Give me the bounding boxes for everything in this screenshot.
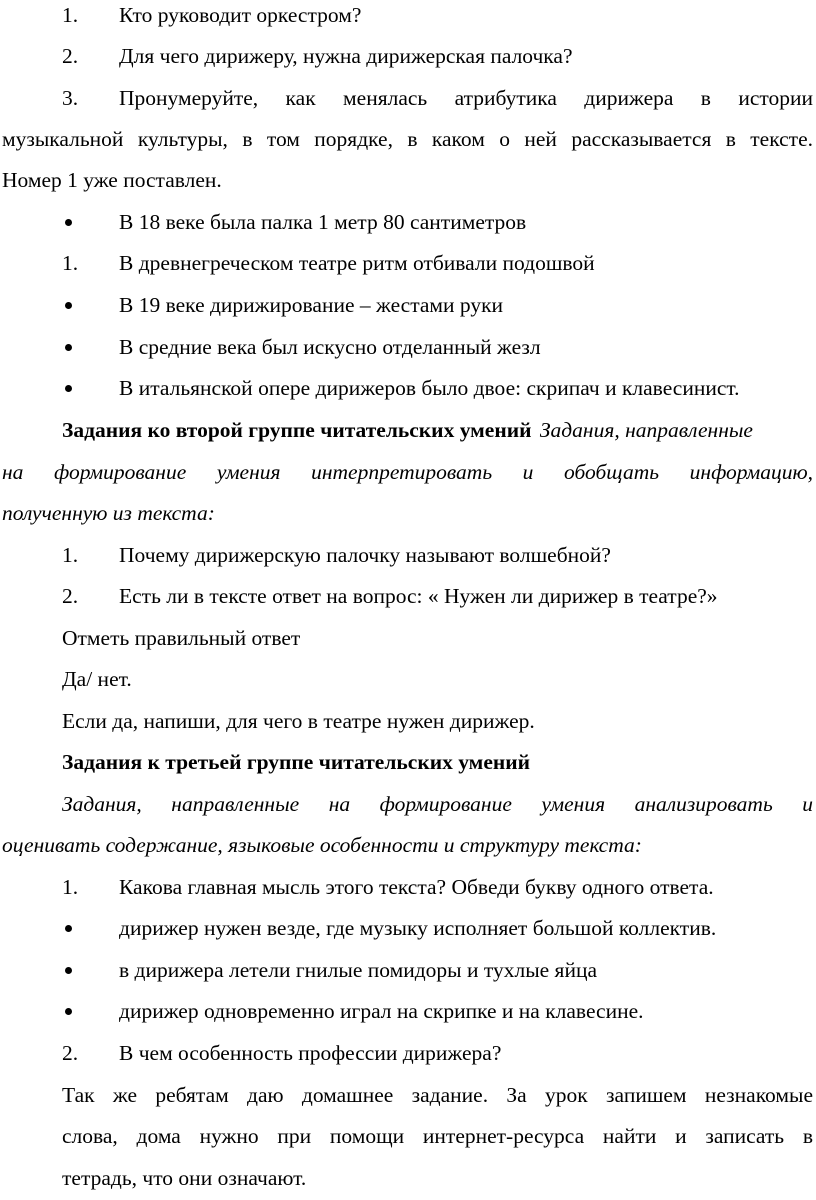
question-text: В чем особенность профессии дирижера? [119, 1041, 502, 1065]
list-item: дирижер нужен везде, где музыку исполняет большой коллектив. [119, 916, 717, 940]
answer-options: Да/ нет. [62, 667, 132, 691]
instruction-text: Отметь правильный ответ [62, 626, 301, 650]
question-text: Пронумеруйте, как менялась атрибутика дирижера в истории [119, 86, 813, 110]
paragraph-text: слова, дома нужно при помощи интернет-ресурса найти и записать в [62, 1124, 813, 1148]
list-number: 1. [62, 543, 79, 567]
list-number: 2. [62, 1041, 79, 1065]
section-description: оценивать содержание, языковые особенности и структуру текста: [2, 833, 642, 857]
section-heading: Задания к третьей группе читательских умений [62, 750, 531, 774]
list-item: В средние века был искусно отделанный жезл [119, 335, 541, 359]
question-text: Какова главная мысль этого текста? Обведи букву одного ответа. [119, 875, 714, 899]
question-text: Номер 1 уже поставлен. [2, 168, 222, 192]
section-heading-bold: Задания ко второй группе читательских умений [62, 418, 532, 442]
bullet-icon [62, 918, 74, 940]
list-number: 3. [62, 86, 79, 110]
question-text: Есть ли в тексте ответ на вопрос: « Нужен ли дирижер в театре?» [119, 584, 718, 608]
list-number: 1. [62, 3, 79, 27]
list-number: 2. [62, 44, 79, 68]
bullet-icon [62, 1001, 74, 1023]
list-number: 1. [62, 875, 79, 899]
bullet-icon [62, 378, 74, 400]
section-description: полученную из текста: [2, 501, 215, 525]
paragraph-text: Так же ребятам даю домашнее задание. За урок запишем незнакомые [62, 1083, 813, 1107]
list-item: В 18 веке была палка 1 метр 80 сантиметров [119, 210, 527, 234]
section-description: на формирование умения интерпретировать и обобщать информацию, [2, 460, 813, 484]
bullet-icon [62, 960, 74, 982]
instruction-text: Если да, напиши, для чего в театре нужен дирижер. [62, 709, 535, 733]
bullet-icon [62, 295, 74, 317]
section-description: Задания, направленные на формирование умения анализировать и [62, 792, 813, 816]
section-heading [62, 420, 753, 442]
question-text: Кто руководит оркестром? [119, 3, 362, 27]
list-number: 1. [62, 251, 79, 275]
question-text: Для чего дирижеру, нужна дирижерская палочка? [119, 44, 573, 68]
bullet-icon [62, 212, 74, 234]
list-number: 2. [62, 584, 79, 608]
list-item: дирижер одновременно играл на скрипке и на клавесине. [119, 999, 644, 1023]
list-item: в дирижера летели гнилые помидоры и тухлые яйца [119, 958, 597, 982]
question-text: музыкальной культуры, в том порядке, в каком о ней рассказывается в тексте. [2, 127, 813, 151]
list-item: В 19 веке дирижирование – жестами руки [119, 293, 504, 317]
paragraph-text: тетрадь, что они означают. [62, 1166, 307, 1190]
list-item: В итальянской опере дирижеров было двое: скрипач и клавесинист. [119, 376, 740, 400]
bullet-icon [62, 337, 74, 359]
list-item: В древнегреческом театре ритм отбивали подошвой [119, 251, 595, 275]
section-heading-italic: Задания, направленные [539, 418, 753, 442]
question-text: Почему дирижерскую палочку называют волшебной? [119, 543, 611, 567]
